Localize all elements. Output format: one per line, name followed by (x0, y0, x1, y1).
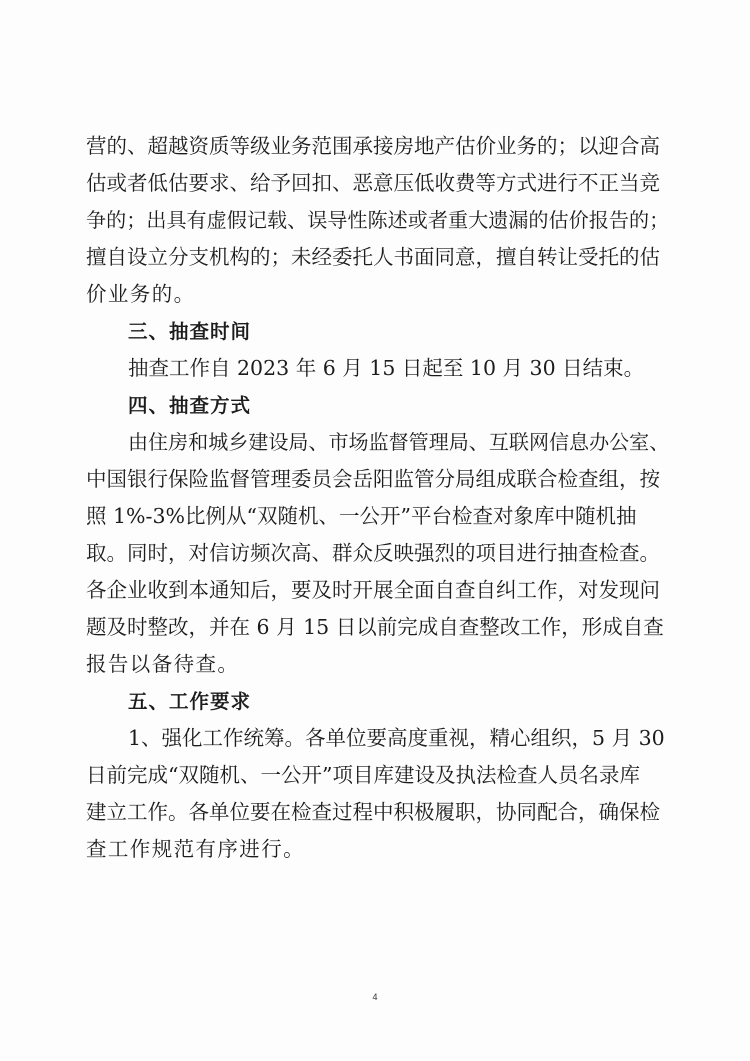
text-line: 报告以备待查。 (86, 652, 240, 676)
text-line: 争的；出具有虚假记载、误导性陈述或者重大遗漏的估价报告的； (86, 208, 670, 232)
text-line: 取。同时，对信访频次高、群众反映强烈的项目进行抽查检查。 (86, 541, 660, 565)
text-line: 建立工作。各单位要在检查过程中积极履职，协同配合，确保检 (86, 800, 660, 824)
paragraph (86, 720, 670, 868)
text-line: 1、强化工作统筹。各单位要高度重视，精心组织，5 月 30 (128, 726, 665, 750)
section-heading-4: 四、抽查方式 (128, 394, 252, 417)
text-line: 查工作规范有序进行。 (86, 837, 305, 861)
text-line: 题及时整改，并在 6 月 15 日以前完成自查整改工作，形成自查 (86, 615, 664, 639)
paragraph (86, 424, 670, 683)
paragraph (86, 350, 670, 387)
page-number: 4 (372, 992, 378, 1002)
text-line: 营的、超越资质等级业务范围承接房地产估价业务的；以迎合高 (86, 134, 660, 158)
paragraph (86, 128, 670, 313)
text-line: 擅自设立分支机构的；未经委托人书面同意，擅自转让受托的估 (86, 245, 660, 269)
document-body (86, 128, 670, 868)
text-line: 价业务的。 (86, 282, 196, 306)
section-heading-3: 三、抽查时间 (128, 320, 252, 343)
text-line: 照 1%-3%比例从“双随机、一公开”平台检查对象库中随机抽 (86, 504, 637, 528)
text-line: 抽查工作自 2023 年 6 月 15 日起至 10 月 30 日结束。 (128, 356, 645, 380)
section-heading-5: 五、工作要求 (128, 690, 252, 713)
text-line: 日前完成“双随机、一公开”项目库建设及执法检查人员名录库 (86, 763, 640, 787)
text-line: 估或者低估要求、给予回扣、恶意压低收费等方式进行不正当竞 (86, 171, 660, 195)
text-line: 中国银行保险监督管理委员会岳阳监管分局组成联合检查组，按 (86, 467, 660, 491)
text-line: 由住房和城乡建设局、市场监督管理局、互联网信息办公室、 (128, 430, 670, 454)
text-line: 各企业收到本通知后，要及时开展全面自查自纠工作，对发现问 (86, 578, 660, 602)
